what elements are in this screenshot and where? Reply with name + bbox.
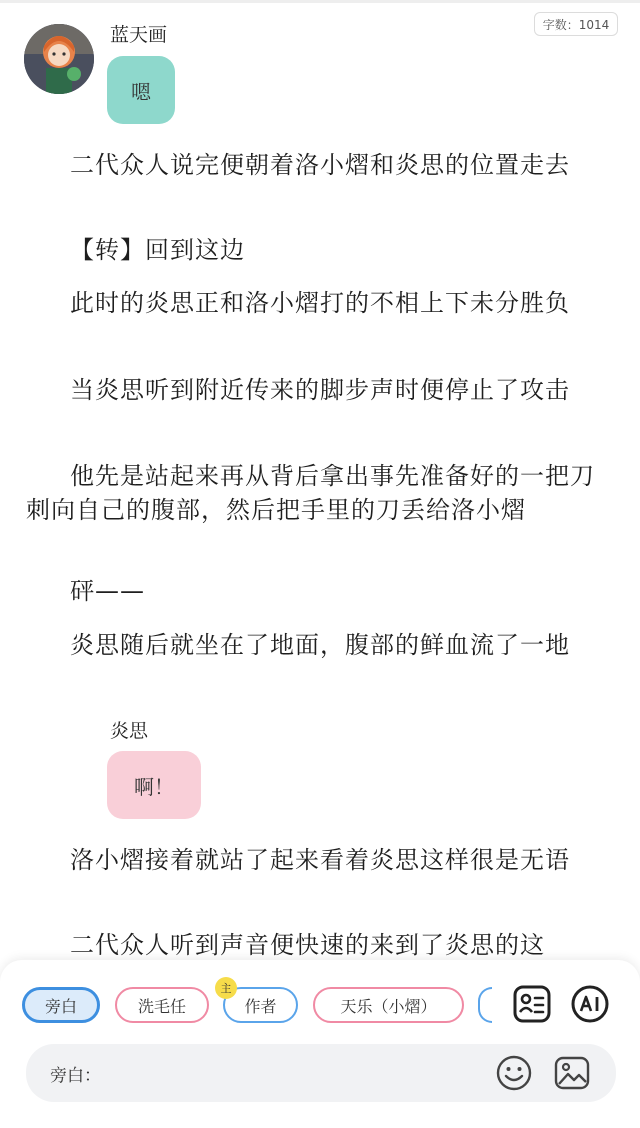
role-chip-character[interactable] (313, 987, 464, 1023)
role-chip-label: 洗毛任 (137, 996, 186, 1016)
top-divider (0, 0, 640, 3)
emoji-button[interactable] (496, 1055, 532, 1091)
ai-button[interactable] (571, 985, 609, 1023)
role-chip-label: 作者 (244, 996, 277, 1016)
image-icon (554, 1055, 590, 1091)
input-role-label: 旁白： (50, 1066, 101, 1086)
word-count-text: 字数：1014 (542, 17, 610, 32)
main-role-badge-text: 主 (220, 982, 232, 995)
role-chip-label: 天乐（小熠） (340, 996, 437, 1016)
smiley-icon (496, 1055, 532, 1091)
ai-icon (571, 985, 609, 1023)
role-chip-narration[interactable] (22, 987, 100, 1023)
role-chip-author[interactable] (220, 982, 298, 1023)
compose-panel (0, 960, 640, 1128)
narration-paragraph[interactable]: 【转】回到这边 (70, 236, 245, 264)
narration-paragraph[interactable]: 炎思随后就坐在了地面，腹部的鲜血流了一地 (70, 631, 570, 659)
narration-paragraph[interactable]: 当炎思听到附近传来的脚步声时便停止了攻击 (70, 376, 570, 404)
character-portrait-icon (24, 24, 94, 94)
speaker-name: 蓝天画 (110, 24, 168, 46)
image-button[interactable] (554, 1055, 590, 1091)
role-chip-character[interactable] (115, 987, 209, 1023)
role-chip-label: 旁白 (44, 996, 77, 1016)
main-role-badge (215, 977, 237, 999)
dialogue-bubble[interactable] (107, 56, 175, 124)
role-manager-button[interactable] (513, 985, 551, 1023)
narration-paragraph[interactable]: 二代众人听到声音便快速的来到了炎思的这 (70, 931, 545, 959)
narration-paragraph[interactable]: 砰—— (70, 577, 145, 605)
narration-paragraph[interactable]: 他先是站起来再从背后拿出事先准备好的一把刀刺向自己的腹部，然后把手里的刀丢给洛小熠 (26, 462, 595, 524)
dialogue-text: 嗯 (131, 79, 151, 104)
message-input[interactable] (112, 1054, 496, 1094)
contact-card-icon (513, 985, 551, 1023)
dialogue-text: 啊！ (134, 774, 174, 799)
narration-paragraph[interactable]: 此时的炎思正和洛小熠打的不相上下未分胜负 (70, 289, 570, 317)
dialogue-bubble[interactable] (107, 751, 201, 819)
word-count-badge (534, 12, 618, 36)
speaker-name: 炎思 (110, 720, 149, 742)
narration-paragraph[interactable]: 二代众人说完便朝着洛小熠和炎思的位置走去 (70, 151, 570, 179)
narration-paragraph[interactable]: 洛小熠接着就站了起来看着炎思这样很是无语 (70, 846, 570, 874)
role-chip-overflow[interactable] (478, 987, 492, 1023)
compose-bar (26, 1044, 616, 1102)
avatar[interactable] (24, 24, 94, 94)
